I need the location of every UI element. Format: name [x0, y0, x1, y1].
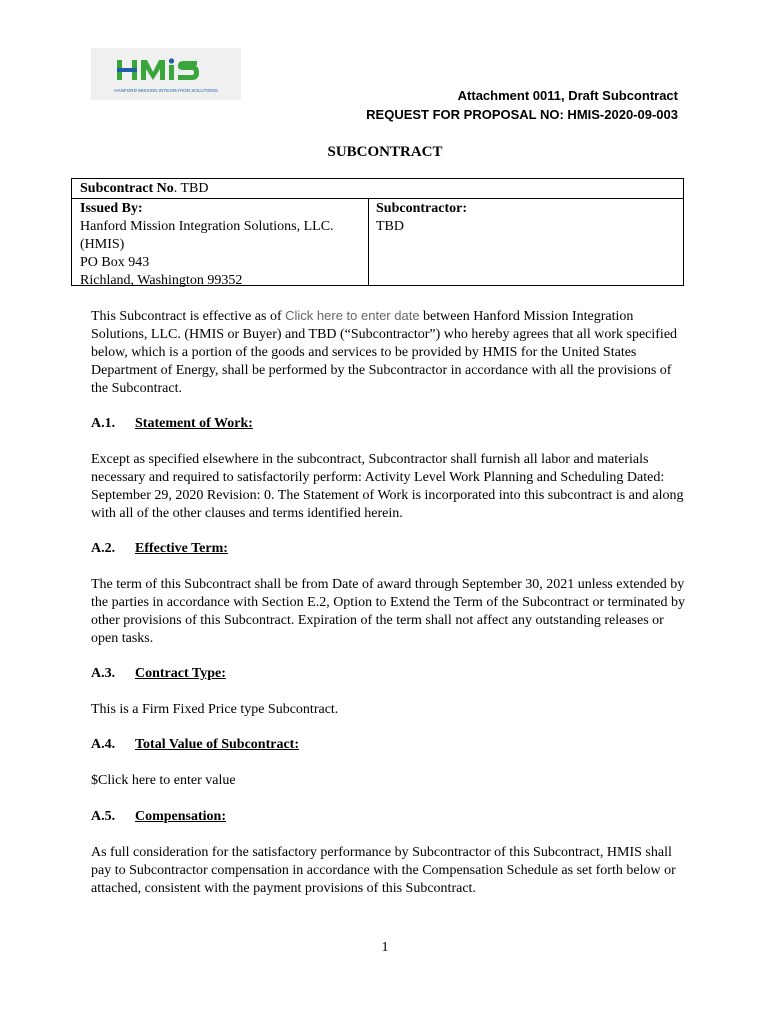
section-text-a3: This is a Firm Fixed Price type Subcontract. [91, 702, 339, 717]
section-text-a2: The term of this Subcontract shall be from Date of award through September 30, 2021 unless extended by the parties in accordance with Section E.2, Option to Extend the Term of the Subcontract or terminated by other provisions of this Subcontract. Expiration of the term shall not affect any outstanding releases or open tasks. [91, 577, 685, 646]
issued-by-block: Issued By: Hanford Mission Integration Solutions, LLC. (HMIS) PO Box 943 Richland, Washington 99352 [80, 201, 334, 288]
date-placeholder-field[interactable]: Click here to enter date [285, 308, 420, 323]
section-heading-a3: A.3. Contract Type: [91, 666, 226, 681]
issued-by-label: Issued By: [80, 201, 143, 216]
section-text-a5: As full consideration for the satisfactory performance by Subcontractor of this Subcontract, HMIS shall pay to Subcontractor compensation in accordance with the Compensation Schedule as set forth below or attached, consistent with the payment provisions of this Subcontract. [91, 845, 676, 896]
section-heading-a1: A.1. Statement of Work: [91, 416, 253, 431]
logo-tagline: HANFORD MISSION INTEGRATION SOLUTIONS [114, 88, 218, 93]
section-heading-a4: A.4. Total Value of Subcontract: [91, 737, 300, 752]
subcontract-number: Subcontract No. TBD [80, 181, 209, 196]
total-value-field[interactable]: $Click here to enter value [91, 773, 236, 788]
intro-paragraph: This Subcontract is effective as of Click here to enter date between Hanford Mission Integration Solutions, LLC. (HMIS or Buyer) and TBD (“Subcontractor”) who hereby agrees that all work specified below, which is a portion of the goods and services to be provided by HMIS for the United States Department of Energy, shall be performed by the Subcontractor in accordance with all the provisions of the Subcontract. [91, 308, 678, 396]
subcontract-info-box [71, 178, 684, 286]
hmis-logo-mark [117, 58, 199, 80]
subcontractor-label: Subcontractor: [376, 201, 467, 216]
hmis-logo [91, 48, 241, 100]
subcontractor-block [376, 200, 467, 236]
page-number: 1 [381, 940, 389, 955]
attachment-title: Attachment 0011, Draft Subcontract [457, 88, 678, 103]
subcontractor-value: TBD [376, 219, 404, 234]
section-heading-a2: A.2. Effective Term: [91, 541, 228, 556]
rfp-number: REQUEST FOR PROPOSAL NO: HMIS-2020-09-003 [366, 107, 678, 122]
section-heading-a5: A.5. Compensation: [91, 809, 227, 824]
section-text-a1: Except as specified elsewhere in the subcontract, Subcontractor shall furnish all labor and materials necessary and required to satisfactorily perform: Activity Level Work Planning and Scheduling Dated: September 29, 2020 Revision: 0. The Statement of Work is incorporated into this subcontract is and along with all of the other clauses and terms identified herein. [91, 452, 684, 521]
document-title: SUBCONTRACT [327, 144, 443, 160]
